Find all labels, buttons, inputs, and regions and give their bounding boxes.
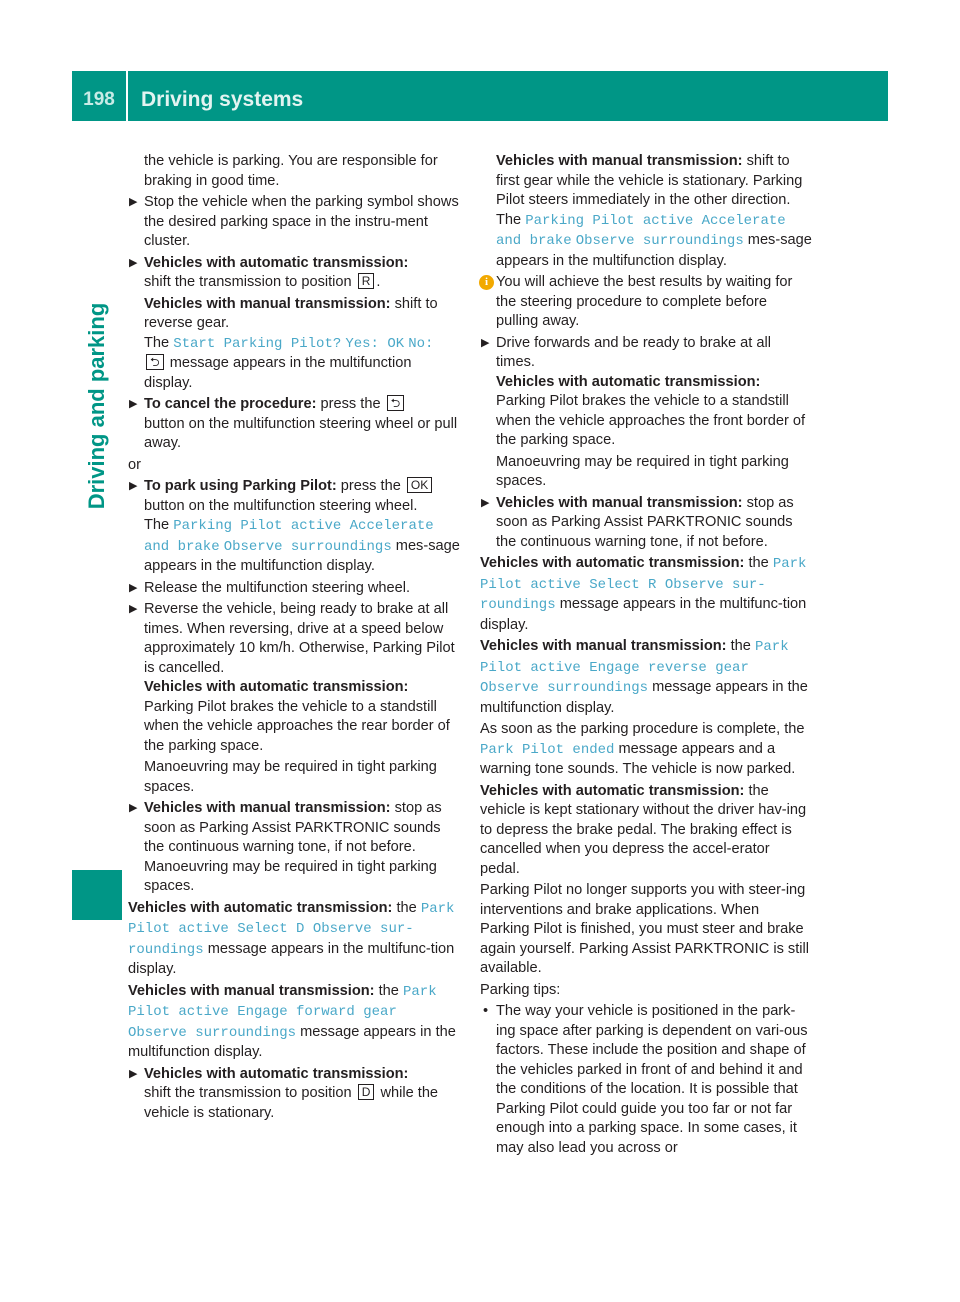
text: message appears in the multifunc-tion display. xyxy=(480,596,807,633)
paragraph xyxy=(480,554,812,635)
paragraph xyxy=(480,453,812,492)
text: button on the multifunction steering wheel. xyxy=(144,497,418,514)
bold-label: To cancel the procedure: xyxy=(144,396,317,412)
paragraph xyxy=(480,881,812,979)
text: message appears in the multifunction display. xyxy=(144,355,412,391)
step-arrow-icon: ▶ xyxy=(129,480,138,492)
step xyxy=(128,579,460,599)
text: message appears and a warning tone sounds. The vehicle is now parked. xyxy=(480,740,796,777)
step-arrow-icon: ▶ xyxy=(129,603,138,615)
paragraph xyxy=(480,981,812,1001)
paragraph xyxy=(480,720,812,780)
step-arrow-icon: ▶ xyxy=(129,802,138,814)
display-message: Observe surroundings xyxy=(575,233,744,249)
step xyxy=(128,477,460,577)
text: press the xyxy=(320,396,381,412)
text: Manoeuvring may be required in tight parking spaces. xyxy=(144,759,437,795)
text: Parking tips: xyxy=(480,981,561,998)
step: ▶ Vehicles with automatic transmission: shift the transmission to position R . xyxy=(129,254,409,290)
bold-label: Vehicles with automatic transmission: xyxy=(128,899,393,916)
step xyxy=(128,395,460,454)
gear-d-icon: D xyxy=(358,1084,375,1100)
back-key-icon: ⮌ xyxy=(146,354,164,370)
step xyxy=(480,334,812,451)
text: stop as soon as Parking Assist PARKTRONIC sounds the continuous warning tone, if not before. xyxy=(496,494,794,550)
text: mes-sage appears in the multifunction display. xyxy=(496,232,812,269)
bold-label: Vehicles with automatic transmission: xyxy=(144,1065,409,1082)
display-message: Park Pilot ended xyxy=(480,741,615,758)
paragraph xyxy=(480,637,812,718)
text: stop as soon as Parking Assist PARKTRONIC sounds the continuous warning tone, if not before. xyxy=(144,800,442,855)
page-title: Driving systems xyxy=(141,88,304,111)
text: message appears in the multifunction display. xyxy=(480,679,808,716)
text: or xyxy=(128,456,141,473)
text: the xyxy=(396,899,417,916)
bold-label: Vehicles with automatic transmission: xyxy=(144,679,409,695)
display-message: Park Pilot active Select R Observe sur-roundings xyxy=(480,556,807,613)
paragraph xyxy=(480,152,812,271)
text: message appears in the multifunc-tion display. xyxy=(128,940,455,977)
text: Manoeuvring may be required in tight parking spaces. xyxy=(496,453,789,489)
step xyxy=(480,494,812,553)
text: The xyxy=(144,334,170,351)
bold-label: Vehicles with manual transmission: xyxy=(144,800,391,816)
bold-label: Vehicles with automatic transmission: xyxy=(480,555,745,571)
list-item xyxy=(480,1002,812,1158)
text: You will achieve the best results by waiting for the steering procedure to complete before pulling away. xyxy=(496,274,793,329)
bold-label: Vehicles with automatic transmission: xyxy=(480,782,745,799)
display-message: Parking Pilot active Accelerate and brake xyxy=(144,518,434,555)
bold-label: Vehicles with manual transmission: xyxy=(144,295,391,312)
side-tab-label: Driving and parking xyxy=(84,302,109,510)
step-arrow-icon: ▶ xyxy=(481,336,490,349)
text: Reverse the vehicle, being ready to brake at all times. When reversing, drive at a speed below approximately 10 km/h. Otherwise, Parking Pilot is cancelled. xyxy=(144,601,455,676)
side-tab-marker xyxy=(72,870,122,920)
text: shift the transmission to position xyxy=(144,274,352,290)
bold-label: Vehicles with automatic transmission: xyxy=(144,254,409,271)
text: The xyxy=(144,517,170,533)
text: The way your vehicle is positioned in the park-ing space after parking is dependent on vari-ous factors. These include the position and shape of the vehicles parked in front of and behind it and the conditions of the location. It is possible that Parking Pilot could guide you too far or not far enough into a parking space. In some cases, it may also lead you across or xyxy=(496,1003,808,1156)
text: button on the multifunction steering wheel or pull away. xyxy=(144,415,458,451)
step-arrow-icon: ▶ xyxy=(481,496,490,509)
bullet-dot-icon: • xyxy=(483,1003,489,1019)
ok-key-icon: OK xyxy=(407,477,432,493)
text: shift the transmission to position xyxy=(144,1085,352,1101)
header-divider xyxy=(126,71,128,121)
gear-r-icon: R xyxy=(358,273,375,289)
info-note xyxy=(480,273,812,332)
text: the xyxy=(730,638,751,654)
text: Parking Pilot brakes the vehicle to a standstill when the vehicle approaches the rear border of the parking space. xyxy=(144,698,450,754)
display-message: Park Pilot active Engage forward gear Observe surroundings xyxy=(128,983,437,1041)
text: while the vehicle is stationary. xyxy=(144,1085,439,1121)
bold-label: Vehicles with manual transmission: xyxy=(480,638,727,654)
paragraph xyxy=(128,899,460,980)
text: Parking Pilot no longer supports you with steer-ing interventions and brake applications. When Parking Pilot is finished, you must steer and brake again yourself. Parking Assist PARKTRONIC is still available. xyxy=(480,882,809,976)
text: mes-sage appears in the multifunction display. xyxy=(144,537,460,574)
step xyxy=(128,799,460,897)
text: message appears in the multifunction display. xyxy=(128,1023,456,1060)
paragraph xyxy=(128,456,460,476)
right-column xyxy=(480,152,812,1160)
display-message: Observe surroundings xyxy=(223,538,392,555)
step xyxy=(128,600,460,756)
bold-label: Vehicles with manual transmission: xyxy=(496,494,743,511)
paragraph xyxy=(128,982,460,1063)
left-column xyxy=(128,152,460,1125)
display-message: Start Parking Pilot? xyxy=(173,335,342,352)
display-message: Park Pilot active Select D Observe sur-roundings xyxy=(128,900,455,958)
text: Manoeuvring may be required in tight parking spaces. xyxy=(144,858,437,894)
step-arrow-icon: ▶ xyxy=(129,1067,138,1080)
paragraph xyxy=(128,295,460,394)
text: Parking Pilot brakes the vehicle to a standstill when the vehicle approaches the front border of the parking space. xyxy=(496,393,806,448)
text: the vehicle is kept stationary without the driver hav-ing to depress the brake pedal. The braking effect is cancelled when you depress the accel-erator pedal. xyxy=(480,782,807,877)
step xyxy=(128,193,460,252)
text: Release the multifunction steering wheel. xyxy=(144,579,411,596)
display-message: No: xyxy=(408,335,434,352)
text: The xyxy=(496,211,522,228)
bold-label: Vehicles with manual transmission: xyxy=(128,982,375,999)
text: shift to first gear while the vehicle is stationary. Parking Pilot steers immediately in the other direction. xyxy=(496,153,803,208)
back-key-icon: ⮌ xyxy=(387,395,405,411)
step-arrow-icon: ▶ xyxy=(129,196,138,208)
display-message: Yes: OK xyxy=(345,335,405,352)
text: the xyxy=(378,982,399,999)
paragraph xyxy=(480,782,812,880)
bold-label: Vehicles with manual transmission: xyxy=(496,153,743,169)
text: the vehicle is parking. You are responsible for braking in good time. xyxy=(144,153,438,189)
text: As soon as the parking procedure is complete, the xyxy=(480,721,805,737)
display-message: Parking Pilot active Accelerate and brake xyxy=(496,212,786,249)
display-message: Park Pilot active Engage reverse gear Observe surroundings xyxy=(480,639,789,696)
step xyxy=(128,1065,460,1124)
step-arrow-icon: ▶ xyxy=(129,398,138,410)
text: shift to reverse gear. xyxy=(144,295,438,331)
paragraph xyxy=(128,758,460,797)
bold-label: Vehicles with automatic transmission: xyxy=(496,373,761,390)
text: Stop the vehicle when the parking symbol shows the desired parking space in the instru-ment cluster. xyxy=(144,194,459,249)
page-number: 198 xyxy=(83,89,115,110)
text: the xyxy=(748,555,769,571)
text: Drive forwards and be ready to brake at all times. xyxy=(496,334,771,370)
step-arrow-icon: ▶ xyxy=(129,581,138,594)
bold-label: To park using Parking Pilot: xyxy=(144,478,337,494)
text: press the xyxy=(340,478,401,494)
step-arrow-icon: ▶ xyxy=(129,256,138,269)
info-icon: i xyxy=(479,275,494,290)
paragraph xyxy=(128,152,460,191)
